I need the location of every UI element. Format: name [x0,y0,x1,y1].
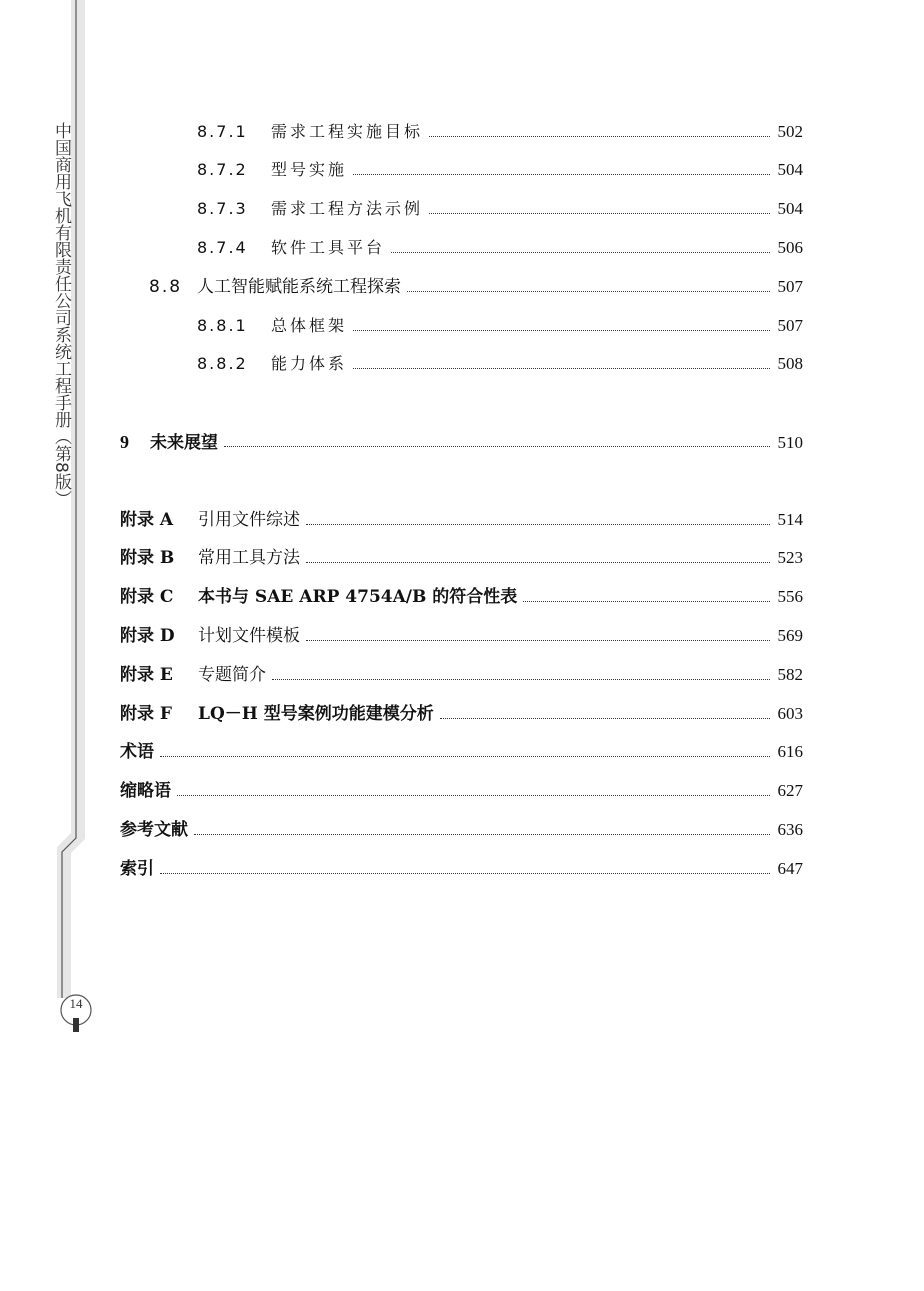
toc-title: 总体框架 [271,316,348,335]
toc-title: 索引 [120,859,154,879]
toc-entry-8-7-1[interactable] [197,120,803,144]
leader-dots [177,787,770,796]
toc-entry-appendix-b[interactable] [120,546,803,570]
toc-entry-appendix-a[interactable] [120,508,803,532]
leader-dots [194,826,770,835]
running-book-title: 中国商用飞机有限责任公司系统工程手册（第8版） [51,122,71,507]
toc-entry-8-7-2[interactable] [197,158,803,182]
toc-title: 缩略语 [120,781,171,801]
toc-number: 附录 E [120,665,173,685]
toc-title: 人工智能赋能系统工程探索 [197,277,401,297]
toc-title: 引用文件综述 [198,510,300,530]
toc-entry-8-8-2[interactable] [197,352,803,376]
leader-dots [224,438,770,447]
toc-entry-index[interactable] [120,857,803,881]
toc-entry-8-7-3[interactable] [197,197,803,221]
toc-page: 582 [777,665,803,684]
toc-title: 需求工程方法示例 [271,199,424,218]
toc-entry-appendix-f[interactable] [120,702,803,726]
toc-title: 术语 [120,742,154,762]
leader-dots [429,205,769,214]
leader-dots [353,360,769,369]
leader-dots [160,865,770,874]
toc-title: 常用工具方法 [198,548,300,568]
leader-dots [160,748,770,757]
toc-title: 能力体系 [271,354,348,373]
toc-title: 软件工具平台 [271,238,386,257]
toc-page: 507 [777,277,803,296]
toc-number: 附录 A [120,510,174,530]
leader-dots [306,516,770,525]
toc-page: 569 [777,626,803,645]
toc-entry-abbreviations[interactable] [120,779,803,803]
toc-entry-appendix-c[interactable] [120,585,803,609]
toc-number: 8.7.4 [197,238,248,257]
toc-page: 636 [777,820,803,839]
toc-page: 502 [777,122,803,141]
toc-page: 506 [777,238,803,257]
leader-dots [407,283,770,292]
toc-number: 8.7.2 [197,160,248,179]
toc-title: 本书与 SAE ARP 4754A/B 的符合性表 [198,587,518,607]
toc-entry-terms[interactable] [120,740,803,764]
toc-page: 556 [777,587,803,606]
toc-number: 附录 C [120,587,174,607]
leader-dots [429,128,769,137]
toc-number: 8.8.1 [197,316,248,335]
toc-title: 未来展望 [150,433,218,453]
toc-number: 附录 D [120,626,175,646]
toc-page: 627 [777,781,803,800]
toc-page: 514 [777,510,803,529]
toc-page: 504 [777,160,803,179]
toc-page: 603 [777,704,803,723]
leader-dots [272,671,770,680]
toc-title: 型号实施 [271,160,348,179]
toc-entry-appendix-e[interactable] [120,663,803,687]
toc-title: LQ－H 型号案例功能建模分析 [198,704,434,724]
toc-number: 8.8.2 [197,354,248,373]
leader-dots [306,632,770,641]
toc-page: 504 [777,199,803,218]
toc-number: 8.7.3 [197,199,248,218]
toc-page: 616 [777,742,803,761]
toc-entry-8-8-1[interactable] [197,314,803,338]
toc-page: 510 [777,433,803,452]
toc-page: 507 [777,316,803,335]
page-number: 14 [69,996,83,1011]
toc-title: 参考文献 [120,820,188,840]
leader-dots [391,244,769,253]
toc-number: 9 [120,432,129,452]
toc-entry-8-8[interactable] [149,275,803,299]
toc-number: 8.7.1 [197,122,248,141]
toc-entry-8-7-4[interactable] [197,236,803,260]
toc-number: 8.8 [149,277,183,297]
toc-number: 附录 B [120,548,175,568]
leader-dots [440,710,770,719]
leader-dots [523,593,769,602]
toc-title: 专题简介 [198,665,266,685]
toc-number: 附录 F [120,704,172,724]
toc-page: 523 [777,548,803,567]
toc-page: 508 [777,354,803,373]
toc-title: 需求工程实施目标 [271,122,424,141]
toc-title: 计划文件模板 [198,626,300,646]
leader-dots [306,554,770,563]
toc-entry-references[interactable] [120,818,803,842]
leader-dots [353,322,769,331]
toc-page: 647 [777,859,803,878]
toc-entry-appendix-d[interactable] [120,624,803,648]
leader-dots [353,166,769,175]
toc-entry-chapter-9[interactable] [120,430,803,454]
